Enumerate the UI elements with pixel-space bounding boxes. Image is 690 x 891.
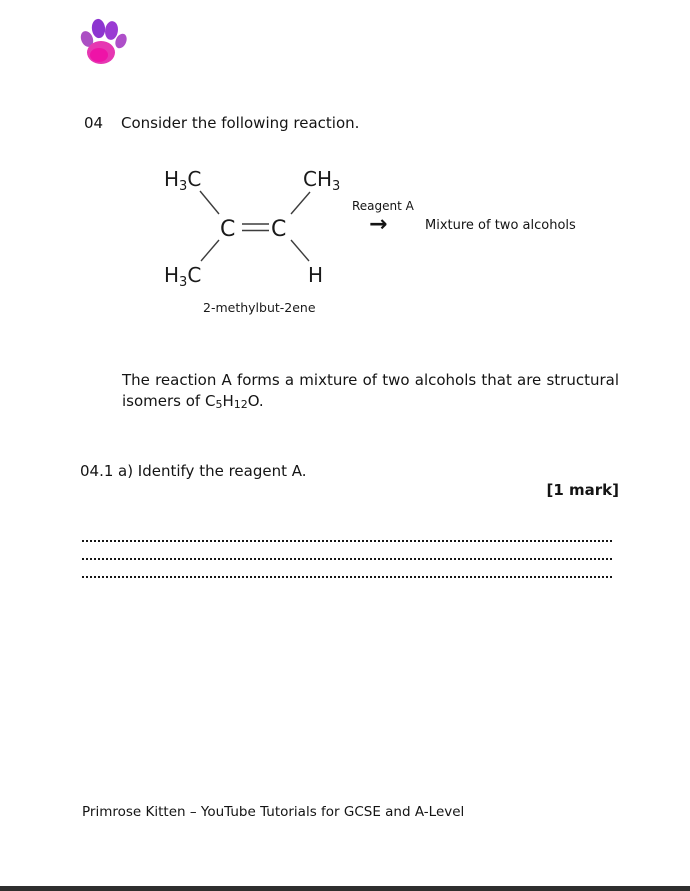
paw-main-pad-highlight xyxy=(90,48,108,62)
paw-toe-inner-left xyxy=(91,18,106,38)
bond-bottom-left xyxy=(201,240,219,261)
footer-credit: Primrose Kitten – YouTube Tutorials for GCSE and A-Level xyxy=(82,804,465,820)
paw-toe-inner-right xyxy=(104,20,119,40)
subquestion-text: a) Identify the reagent A. xyxy=(118,462,307,480)
label-h3c-top-left: $H_3C$ xyxy=(164,167,202,194)
paragraph-line-1: The reaction A forms a mixture of two alcohols that are structural xyxy=(122,371,619,389)
molecule-diagram-2-methylbut-2-ene xyxy=(150,158,360,320)
answer-line-2 xyxy=(82,558,613,560)
question-paragraph xyxy=(122,370,619,415)
marks-badge: [1 mark] xyxy=(546,481,619,499)
bond-bottom-right xyxy=(291,240,309,261)
answer-line-3 xyxy=(82,576,613,578)
paw-print-logo xyxy=(76,16,128,66)
product-label: Mixture of two alcohols xyxy=(425,218,576,233)
question-number: 04 xyxy=(84,114,104,132)
label-h-bottom-right: H xyxy=(308,263,324,287)
answer-line-1 xyxy=(82,540,613,542)
subquestion-number: 04.1 xyxy=(80,462,114,480)
label-carbon-left: C xyxy=(220,217,236,242)
bond-top-left xyxy=(200,191,219,214)
page-bottom-edge xyxy=(0,886,690,891)
label-carbon-right: C xyxy=(271,217,287,242)
bond-top-right xyxy=(291,192,310,214)
label-ch3-top-right: $CH_3$ xyxy=(303,167,341,194)
question-text: Consider the following reaction. xyxy=(121,114,360,132)
reagent-label: Reagent A xyxy=(352,199,414,213)
paragraph-line-2: isomers of C5H12O. xyxy=(122,392,264,411)
molecule-caption: 2-methylbut-2ene xyxy=(203,300,316,315)
reaction-arrow-icon: → xyxy=(369,212,388,237)
label-h3c-bottom-left: $H_3C$ xyxy=(164,263,202,290)
